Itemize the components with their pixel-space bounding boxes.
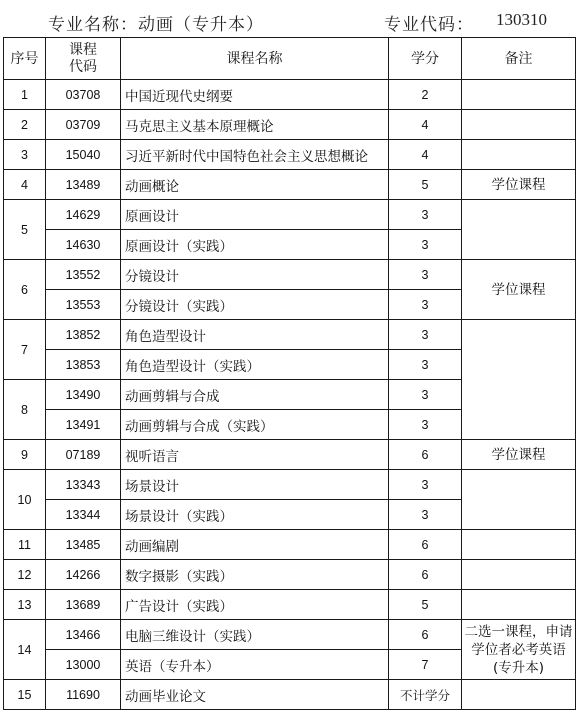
course-code-cell: 13343	[46, 470, 121, 500]
course-code-cell: 13000	[46, 650, 121, 680]
remarks-cell	[462, 140, 576, 170]
course-name-cell: 视听语言	[121, 440, 389, 470]
course-name-cell: 动画剪辑与合成（实践）	[121, 410, 389, 440]
course-name-cell: 角色造型设计	[121, 320, 389, 350]
seq-cell: 5	[4, 200, 46, 260]
table-row	[4, 530, 576, 560]
credits-cell: 3	[389, 380, 462, 410]
seq-cell: 4	[4, 170, 46, 200]
course-code-cell: 14629	[46, 200, 121, 230]
column-header-course-code	[46, 38, 121, 80]
credits-cell: 7	[389, 650, 462, 680]
course-code-cell: 13689	[46, 590, 121, 620]
course-name-cell: 动画编剧	[121, 530, 389, 560]
remarks-cell: 二选一课程，申请学位者必考英语(专升本)	[462, 620, 576, 680]
course-code-cell: 13552	[46, 260, 121, 290]
course-name-cell: 习近平新时代中国特色社会主义思想概论	[121, 140, 389, 170]
credits-cell: 3	[389, 320, 462, 350]
credits-cell: 6	[389, 530, 462, 560]
major-code-label: 专业代码：	[384, 15, 474, 35]
course-name-cell: 分镜设计（实践）	[121, 290, 389, 320]
course-code-cell: 07189	[46, 440, 121, 470]
seq-cell: 10	[4, 470, 46, 530]
seq-cell: 3	[4, 140, 46, 170]
column-header-course-code-text: 课程代码	[69, 41, 97, 75]
course-code-cell: 14630	[46, 230, 121, 260]
course-name-cell: 原画设计（实践）	[121, 230, 389, 260]
column-header-seq: 序号	[4, 38, 46, 80]
credits-cell: 3	[389, 290, 462, 320]
course-code-cell: 13491	[46, 410, 121, 440]
column-header-course-name: 课程名称	[121, 38, 389, 80]
course-code-cell: 13489	[46, 170, 121, 200]
course-code-cell: 03708	[46, 80, 121, 110]
course-code-cell: 14266	[46, 560, 121, 590]
course-code-cell: 15040	[46, 140, 121, 170]
credits-cell: 6	[389, 560, 462, 590]
credits-cell: 3	[389, 230, 462, 260]
table-row	[4, 200, 576, 230]
table-header-row	[4, 38, 576, 80]
course-name-cell: 角色造型设计（实践）	[121, 350, 389, 380]
remarks-cell	[462, 530, 576, 560]
column-header-credits: 学分	[389, 38, 462, 80]
course-code-cell: 13466	[46, 620, 121, 650]
major-code-value: 130310	[496, 10, 547, 29]
table-row	[4, 320, 576, 350]
credits-cell: 6	[389, 440, 462, 470]
remarks-cell	[462, 80, 576, 110]
seq-cell: 6	[4, 260, 46, 320]
course-code-cell: 13852	[46, 320, 121, 350]
course-name-cell: 原画设计	[121, 200, 389, 230]
credits-cell: 5	[389, 590, 462, 620]
course-code-cell: 11690	[46, 680, 121, 710]
remarks-cell	[462, 680, 576, 710]
remarks-cell	[462, 590, 576, 620]
seq-cell: 2	[4, 110, 46, 140]
course-name-cell: 广告设计（实践）	[121, 590, 389, 620]
seq-cell: 9	[4, 440, 46, 470]
course-code-cell: 13553	[46, 290, 121, 320]
course-code-cell: 13344	[46, 500, 121, 530]
course-name-cell: 动画毕业论文	[121, 680, 389, 710]
table-row	[4, 260, 576, 290]
table-row	[4, 590, 576, 620]
course-name-cell: 动画概论	[121, 170, 389, 200]
curriculum-table	[3, 37, 576, 710]
credits-cell: 2	[389, 80, 462, 110]
remarks-cell	[462, 470, 576, 530]
credits-cell: 3	[389, 200, 462, 230]
course-name-cell: 电脑三维设计（实践）	[121, 620, 389, 650]
course-name-cell: 马克思主义基本原理概论	[121, 110, 389, 140]
course-name-cell: 场景设计	[121, 470, 389, 500]
course-code-cell: 03709	[46, 110, 121, 140]
course-code-cell: 13485	[46, 530, 121, 560]
table-row	[4, 470, 576, 500]
course-name-cell: 数字摄影（实践）	[121, 560, 389, 590]
table-row	[4, 440, 576, 470]
table-row	[4, 560, 576, 590]
course-name-cell: 动画剪辑与合成	[121, 380, 389, 410]
seq-cell: 14	[4, 620, 46, 680]
page-header	[0, 0, 578, 36]
seq-cell: 11	[4, 530, 46, 560]
credits-cell: 3	[389, 470, 462, 500]
seq-cell: 15	[4, 680, 46, 710]
credits-cell: 不计学分	[389, 680, 462, 710]
remarks-cell	[462, 110, 576, 140]
credits-cell: 3	[389, 500, 462, 530]
seq-cell: 1	[4, 80, 46, 110]
table-row	[4, 170, 576, 200]
credits-cell: 3	[389, 410, 462, 440]
table-row	[4, 620, 576, 650]
table-row	[4, 140, 576, 170]
credits-cell: 5	[389, 170, 462, 200]
table-row	[4, 80, 576, 110]
course-name-cell: 分镜设计	[121, 260, 389, 290]
seq-cell: 8	[4, 380, 46, 440]
credits-cell: 3	[389, 260, 462, 290]
course-code-cell: 13853	[46, 350, 121, 380]
seq-cell: 12	[4, 560, 46, 590]
course-name-cell: 场景设计（实践）	[121, 500, 389, 530]
remarks-cell	[462, 200, 576, 260]
major-name-label: 专业名称：动画（专升本）	[48, 15, 264, 35]
credits-cell: 3	[389, 350, 462, 380]
credits-cell: 4	[389, 140, 462, 170]
remarks-cell: 学位课程	[462, 260, 576, 320]
remarks-cell	[462, 560, 576, 590]
remarks-cell	[462, 320, 576, 440]
credits-cell: 6	[389, 620, 462, 650]
table-row	[4, 680, 576, 710]
column-header-remarks: 备注	[462, 38, 576, 80]
remarks-cell: 学位课程	[462, 440, 576, 470]
remarks-cell: 学位课程	[462, 170, 576, 200]
course-code-cell: 13490	[46, 380, 121, 410]
credits-cell: 4	[389, 110, 462, 140]
seq-cell: 13	[4, 590, 46, 620]
table-row	[4, 110, 576, 140]
course-name-cell: 英语（专升本）	[121, 650, 389, 680]
seq-cell: 7	[4, 320, 46, 380]
course-name-cell: 中国近现代史纲要	[121, 80, 389, 110]
